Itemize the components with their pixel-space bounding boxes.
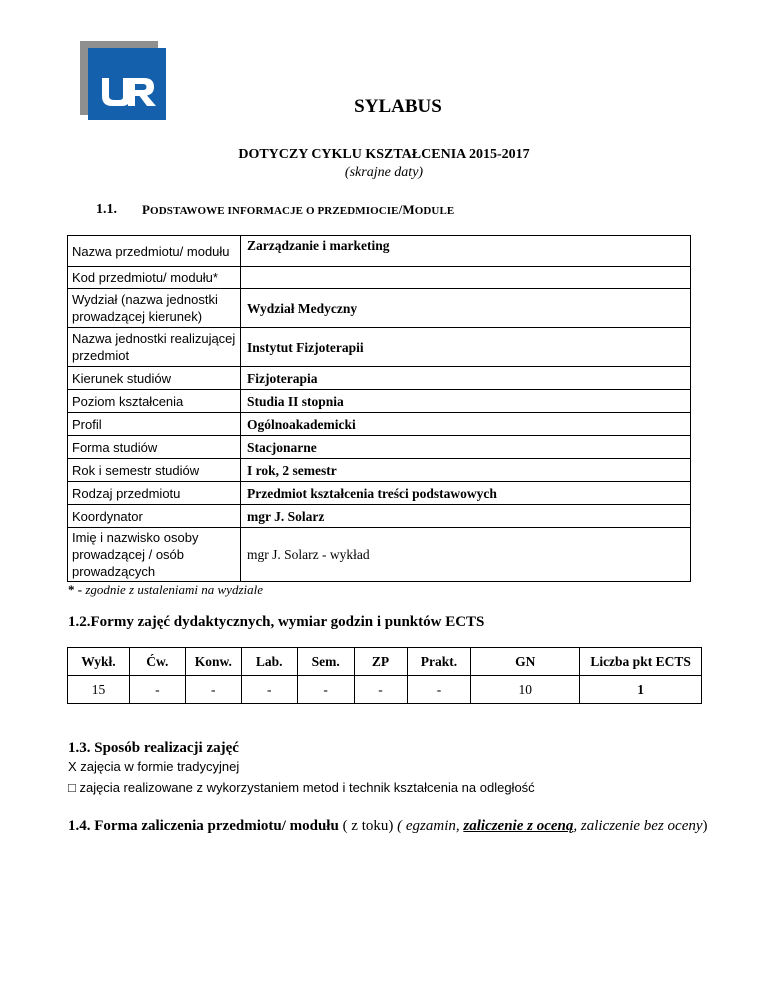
row-label: Rok i semestr studiów [68,459,241,482]
row-value [241,267,691,289]
row-label: Rodzaj przedmiotu [68,482,241,505]
value-cell: - [129,676,185,704]
row-value: Stacjonarne [241,436,691,459]
row-label: Nazwa przedmiotu/ modułu [68,236,241,267]
row-value: Fizjoterapia [241,367,691,390]
row-label: Profil [68,413,241,436]
document-title: SYLABUS [354,96,442,117]
value-cell: - [185,676,241,704]
row-value: Wydział Medyczny [241,289,691,328]
ects-table [67,647,702,704]
section-1-4-toku: ( z toku) [338,818,398,834]
table-row [68,289,691,328]
table-row [68,367,691,390]
table-row [68,267,691,289]
row-label: Nazwa jednostki realizującej przedmiot [68,328,241,367]
row-label: Koordynator [68,505,241,528]
education-cycle: DOTYCZY CYKLU KSZTAŁCENIA 2015-2017 [238,147,530,162]
value-cell: - [407,676,471,704]
option-remote: □ zajęcia realizowane z wykorzystaniem metod i technik kształcenia na odległość [68,780,535,795]
row-value: Zarządzanie i marketing [241,236,691,267]
cycle-note: (skrajne daty) [344,165,424,180]
footnote-text: zgodnie z ustaleniami na wydziale [85,582,264,597]
section-1-2-title: 1.2.Formy zajęć dydaktycznych, wymiar godzin i punktów ECTS [68,614,485,630]
row-label: Kierunek studiów [68,367,241,390]
row-value: Instytut Fizjoterapii [241,328,691,367]
section-1-1-title: PODSTAWOWE INFORMACJE O PRZEDMIOCIE/MODULE [142,202,455,217]
header-cell: ZP [354,648,407,676]
table-row [68,390,691,413]
section-1-4-title: 1.4. Forma zaliczenia przedmiotu/ modułu [68,818,339,834]
header-cell: Konw. [185,648,241,676]
value-cell: 10 [471,676,580,704]
section-1-1-number: 1.1. [96,202,117,217]
selected-assessment: zaliczenie z oceną [463,818,574,834]
value-cell: - [297,676,354,704]
row-value: Przedmiot kształcenia treści podstawowych [241,482,691,505]
table-row [68,236,691,267]
ects-header-row [68,648,702,676]
table-row [68,528,691,582]
section-1-4-rest: , zaliczenie bez oceny [573,818,703,834]
header-cell: Lab. [241,648,297,676]
section-1-4 [68,816,708,837]
course-info-table [67,235,691,582]
footnote-mark: * - [68,582,83,597]
row-value: Studia II stopnia [241,390,691,413]
table-row [68,459,691,482]
option-traditional: X zajęcia w formie tradycyjnej [68,759,240,774]
section-1-3-title: 1.3. Sposób realizacji zajęć [68,740,239,756]
ects-value-row [68,676,702,704]
row-label: Wydział (nazwa jednostki prowadzącej kierunek) [68,289,241,328]
row-label: Kod przedmiotu/ modułu* [68,267,241,289]
table-row [68,328,691,367]
row-value: I rok, 2 semestr [241,459,691,482]
header-cell: Sem. [297,648,354,676]
row-label: Poziom kształcenia [68,390,241,413]
section-1-4-close: ) [702,818,708,834]
table-row [68,413,691,436]
header-cell: Wykł. [68,648,130,676]
section-1-4-open: ( egzamin, [397,818,464,834]
value-cell: - [354,676,407,704]
row-label: Imię i nazwisko osoby prowadzącej / osób prowadzących [68,528,241,582]
row-value: Ogólnoakademicki [241,413,691,436]
table-row [68,482,691,505]
header-cell: Ćw. [129,648,185,676]
table-row [68,436,691,459]
row-label: Forma studiów [68,436,241,459]
table-row [68,505,691,528]
row-value: mgr J. Solarz [241,505,691,528]
footnote [68,582,263,598]
value-cell: 1 [580,676,702,704]
row-value: mgr J. Solarz - wykład [241,528,691,582]
value-cell: - [241,676,297,704]
header-cell: Liczba pkt ECTS [580,648,702,676]
value-cell: 15 [68,676,130,704]
header-cell: GN [471,648,580,676]
header-cell: Prakt. [407,648,471,676]
